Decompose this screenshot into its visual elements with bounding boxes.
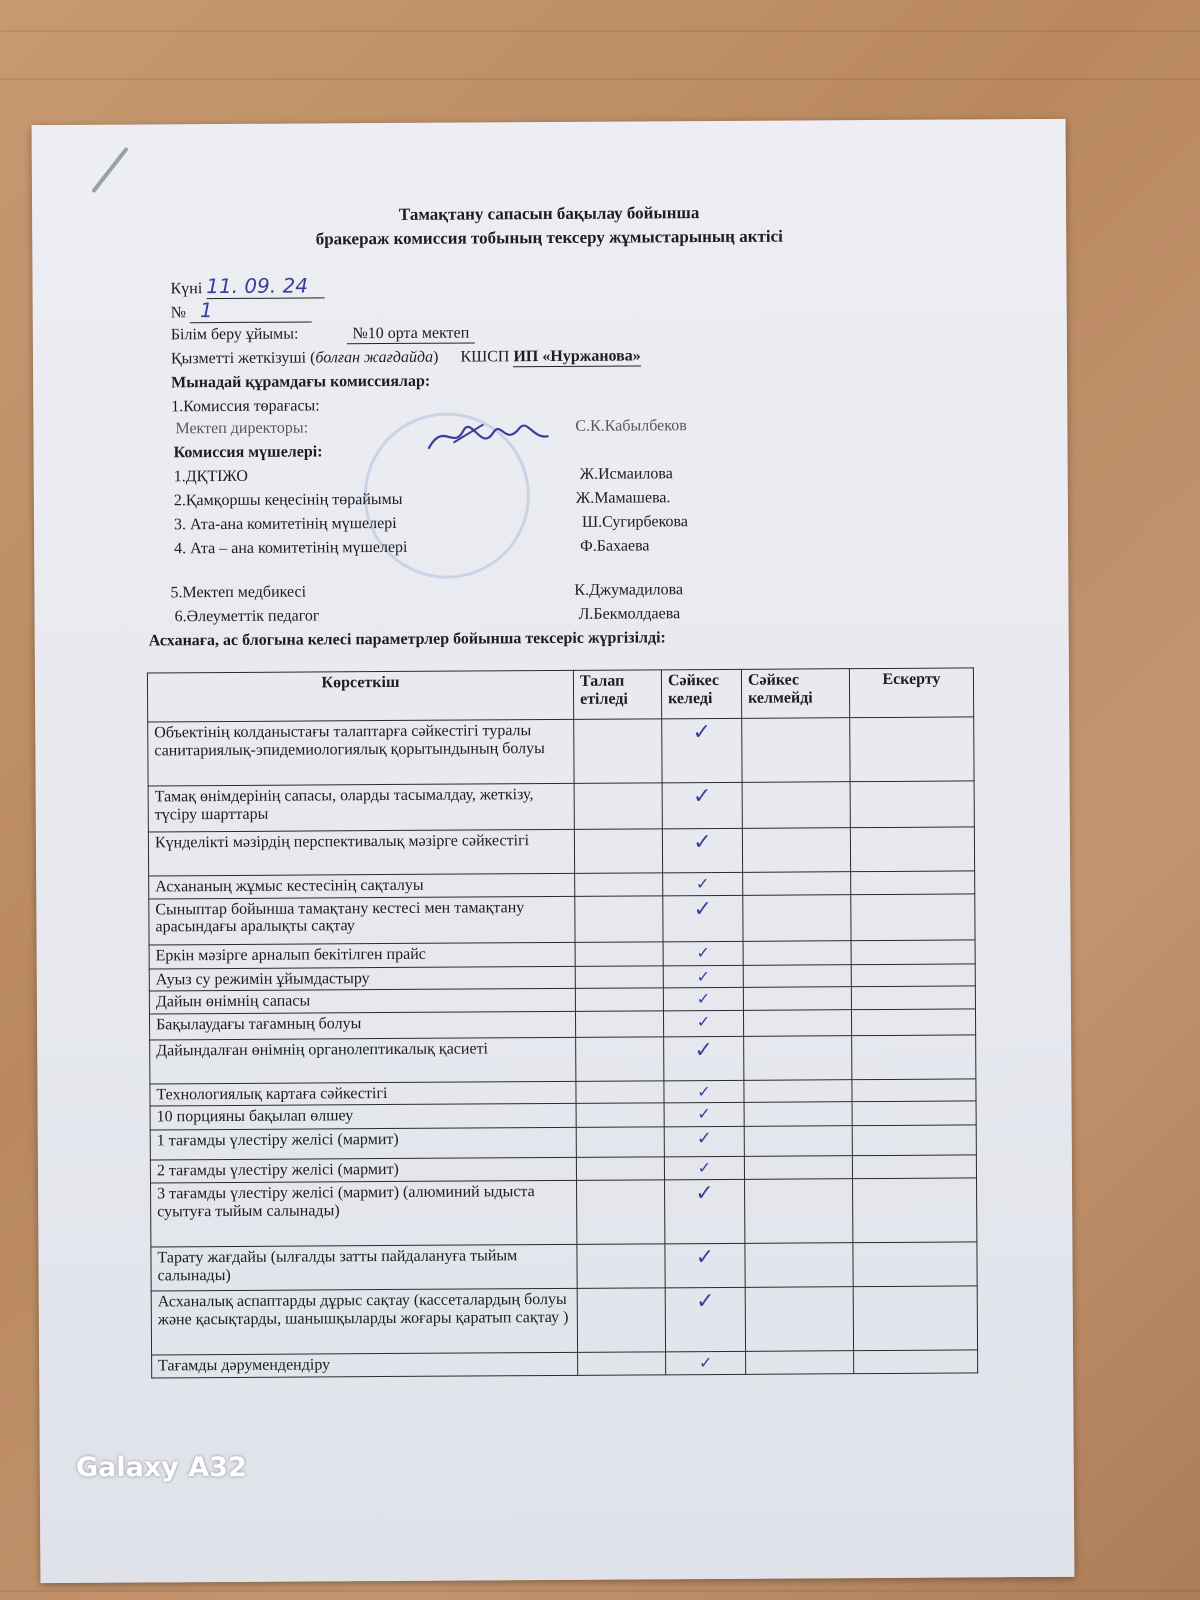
- check-mark-icon: ✓: [663, 1010, 743, 1036]
- note-cell: [850, 781, 974, 828]
- note-cell: [851, 871, 975, 894]
- check-mark-icon: ✓: [663, 872, 743, 895]
- document-content: [32, 119, 1066, 1375]
- check-mark-icon: ✓: [664, 1157, 744, 1180]
- document-title-line-1: Тамақтану сапасын бақылау бойынша: [398, 203, 700, 224]
- indicator-cell: 1 тағамды үлестіру желісі (мармит): [150, 1128, 576, 1161]
- note-cell: [852, 1125, 976, 1156]
- note-cell: [852, 1101, 976, 1126]
- note-cell: [853, 1286, 977, 1351]
- required-cell: [575, 941, 663, 966]
- required-cell: [574, 719, 662, 784]
- indicator-cell: Тағамды дәрумендендіру: [152, 1352, 578, 1377]
- note-cell: [852, 1155, 976, 1178]
- indicator-cell: 3 тағамды үлестіру желісі (мармит) (алюминий ыдыста суытуға тыйым салынады): [151, 1180, 577, 1247]
- check-mark-icon: ✓: [665, 1243, 745, 1287]
- required-cell: [576, 1157, 664, 1180]
- column-header-required: Талап етіледі: [573, 670, 661, 720]
- note-cell: [851, 1009, 975, 1036]
- indicator-cell: 2 тағамды үлестіру желісі (мармит): [150, 1158, 576, 1183]
- indicator-cell: 10 порцияны бақылап өлшеу: [150, 1104, 576, 1131]
- organization-line: [171, 324, 476, 345]
- check-mark-icon: ✓: [666, 1351, 746, 1374]
- check-mark-icon: ✓: [664, 1103, 744, 1127]
- check-mark-icon: ✓: [662, 828, 742, 872]
- check-mark-icon: ✓: [663, 895, 743, 941]
- commission-heading: Мынадай құрамдағы комиссиялар:: [171, 372, 431, 392]
- noncompliant-cell: [742, 828, 850, 873]
- required-cell: [575, 965, 663, 988]
- required-cell: [577, 1180, 665, 1245]
- member-role: 2.Қамқоршы кеңесінің төрайымы: [173, 490, 403, 510]
- signature-mark: [423, 410, 553, 466]
- note-cell: [851, 894, 975, 941]
- noncompliant-cell: [746, 1351, 854, 1374]
- noncompliant-cell: [743, 1009, 851, 1036]
- check-mark-icon: ✓: [663, 965, 743, 988]
- table-row: [149, 894, 975, 945]
- column-header-compliant: Сәйкес келеді: [661, 669, 741, 718]
- table-row: [151, 1286, 977, 1355]
- table-row: [152, 1350, 978, 1378]
- table-row: [148, 781, 974, 832]
- member-name: Ж.Исмаилова: [579, 465, 673, 483]
- required-cell: [574, 829, 662, 874]
- check-mark-icon: ✓: [665, 1179, 745, 1243]
- column-header-note: Ескерту: [849, 668, 973, 718]
- indicator-cell: Дайын өнімнің сапасы: [149, 989, 575, 1014]
- required-cell: [577, 1244, 665, 1289]
- required-cell: [576, 1081, 664, 1104]
- note-cell: [851, 986, 975, 1009]
- member-role: 6.Әлеуметтік педагог: [174, 607, 320, 626]
- indicator-cell: Күнделікті мәзірдің перспективалық мәзірге сәйкестігі: [148, 829, 574, 876]
- organization-value: №10 орта мектеп: [346, 324, 475, 344]
- camera-watermark: Galaxy A32: [76, 1452, 247, 1483]
- number-line: [171, 297, 312, 323]
- member-name: Ж.Мамашева.: [575, 489, 671, 507]
- check-mark-icon: ✓: [662, 718, 742, 782]
- member-name: К.Джумадилова: [574, 581, 684, 599]
- number-value: 1: [190, 297, 312, 323]
- required-cell: [575, 988, 663, 1011]
- check-mark-icon: ✓: [662, 782, 742, 828]
- required-cell: [576, 1127, 664, 1158]
- noncompliant-cell: [744, 1156, 852, 1179]
- date-line: [170, 273, 324, 299]
- noncompliant-cell: [743, 964, 851, 987]
- indicator-cell: Еркін мәзірге арналып бекітілген прайс: [149, 942, 575, 969]
- table-row: [151, 1178, 977, 1247]
- provider-value: ИП «Нуржанова»: [513, 347, 641, 366]
- table-row: [150, 1035, 976, 1084]
- noncompliant-cell: [743, 894, 851, 941]
- document-title-line-2: бракераж комиссия тобының тексеру жұмыстарының актісі: [315, 226, 783, 249]
- noncompliant-cell: [745, 1179, 853, 1244]
- indicator-cell: Ауыз су режимін ұйымдастыру: [149, 966, 575, 991]
- noncompliant-cell: [744, 1035, 852, 1080]
- note-cell: [851, 964, 975, 987]
- check-mark-icon: ✓: [664, 1080, 744, 1103]
- noncompliant-cell: [742, 718, 850, 783]
- chair-name: С.К.Кабылбеков: [575, 417, 687, 435]
- table-header-row: [147, 668, 973, 722]
- member-role: 4. Ата – ана комитетінің мүшелері: [174, 538, 408, 558]
- noncompliant-cell: [744, 1102, 852, 1127]
- noncompliant-cell: [743, 872, 851, 895]
- column-header-noncompliant: Сәйкес келмейді: [741, 669, 849, 719]
- indicator-cell: Тамақ өнімдерінің сапасы, оларды тасымалдау, жеткізу, түсіру шарттары: [148, 783, 574, 832]
- required-cell: [575, 895, 663, 942]
- indicator-cell: Объектінің колданыстағы талаптарға сәйкестігі туралы санитариялық-эпидемиологиялық қорытындының болуы: [148, 719, 574, 786]
- check-mark-icon: ✓: [663, 988, 743, 1011]
- note-cell: [852, 1079, 976, 1102]
- note-cell: [851, 940, 975, 965]
- indicator-cell: Бақылаудағы тағамның болуы: [149, 1011, 575, 1040]
- chair-role: Мектеп директоры:: [175, 419, 309, 438]
- organization-label: Білім беру ұйымы:: [170, 325, 299, 344]
- member-role: 3. Ата-ана комитетінің мүшелері: [173, 514, 397, 534]
- indicator-cell: Технологиялық картаға сәйкестігі: [150, 1081, 576, 1106]
- table-body: [148, 717, 978, 1378]
- check-mark-icon: ✓: [665, 1287, 745, 1351]
- required-cell: [576, 1103, 664, 1128]
- member-name: Ф.Бахаева: [580, 537, 650, 555]
- check-mark-icon: ✓: [663, 941, 743, 965]
- indicator-cell: Сыныптар бойынша тамақтану кестесі мен тамақтану арасындағы аралықты сақтау: [149, 896, 575, 945]
- noncompliant-cell: [745, 1287, 853, 1352]
- note-cell: [850, 717, 974, 782]
- check-mark-icon: ✓: [664, 1036, 744, 1080]
- indicator-cell: Асханалық аспаптарды дұрыс сақтау (кассеталардың болуы және қасықтарды, шанышқыларды жоғары қаратып сақтау ): [151, 1288, 577, 1355]
- required-cell: [575, 873, 663, 896]
- provider-label-italic: болған жағдайда: [315, 348, 434, 367]
- member-name: Л.Бекмолдаева: [578, 605, 681, 623]
- noncompliant-cell: [743, 987, 851, 1010]
- member-name: Ш.Сугирбекова: [581, 513, 689, 531]
- wood-grain: [0, 78, 1200, 80]
- note-cell: [850, 827, 974, 872]
- noncompliant-cell: [744, 1126, 852, 1157]
- chair-label: 1.Комиссия төрағасы:: [171, 397, 320, 416]
- table-row: [151, 1242, 977, 1291]
- noncompliant-cell: [744, 1079, 852, 1102]
- table-row: [148, 827, 974, 876]
- note-cell: [853, 1178, 977, 1243]
- noncompliant-cell: [742, 782, 850, 829]
- indicator-cell: Асхананың жұмыс кестесінің сақталуы: [149, 873, 575, 898]
- provider-line: [171, 347, 641, 369]
- required-cell: [575, 1011, 663, 1038]
- indicator-cell: Дайындалған өнімнің органолептикалық қасиеті: [150, 1037, 576, 1084]
- provider-label: Қызметті жеткізуші (: [170, 349, 316, 368]
- member-role: 1.ДҚТІЖО: [173, 467, 248, 486]
- indicator-cell: Тарату жағдайы (ылғалды затты пайдалануға тыйым салынады): [151, 1244, 577, 1291]
- check-mark-icon: ✓: [664, 1127, 744, 1157]
- members-heading: Комиссия мүшелері:: [173, 443, 323, 462]
- required-cell: [576, 1037, 664, 1082]
- document-page: [32, 119, 1075, 1583]
- table-row: [148, 717, 974, 786]
- provider-prefix: КШСП: [460, 348, 510, 366]
- note-cell: [854, 1350, 978, 1373]
- note-cell: [853, 1242, 977, 1287]
- column-header-indicator: Көрсеткіш: [147, 670, 573, 722]
- wood-grain: [0, 1590, 1200, 1592]
- member-role: 5.Мектеп медбикесі: [170, 583, 307, 602]
- inspection-table: [147, 667, 978, 1378]
- inspection-heading: Асханаға, ас блогына келесі параметрлер бойынша тексеріс жүргізілді:: [148, 629, 666, 650]
- note-cell: [852, 1035, 976, 1080]
- wood-grain: [0, 30, 1200, 32]
- required-cell: [578, 1352, 666, 1375]
- date-label: Күні: [170, 280, 203, 298]
- required-cell: [577, 1288, 665, 1353]
- noncompliant-cell: [743, 940, 851, 965]
- noncompliant-cell: [745, 1243, 853, 1288]
- number-label: №: [170, 304, 187, 322]
- provider-label-close: ): [433, 348, 439, 366]
- date-value: 11. 09. 24: [206, 273, 324, 299]
- required-cell: [574, 783, 662, 830]
